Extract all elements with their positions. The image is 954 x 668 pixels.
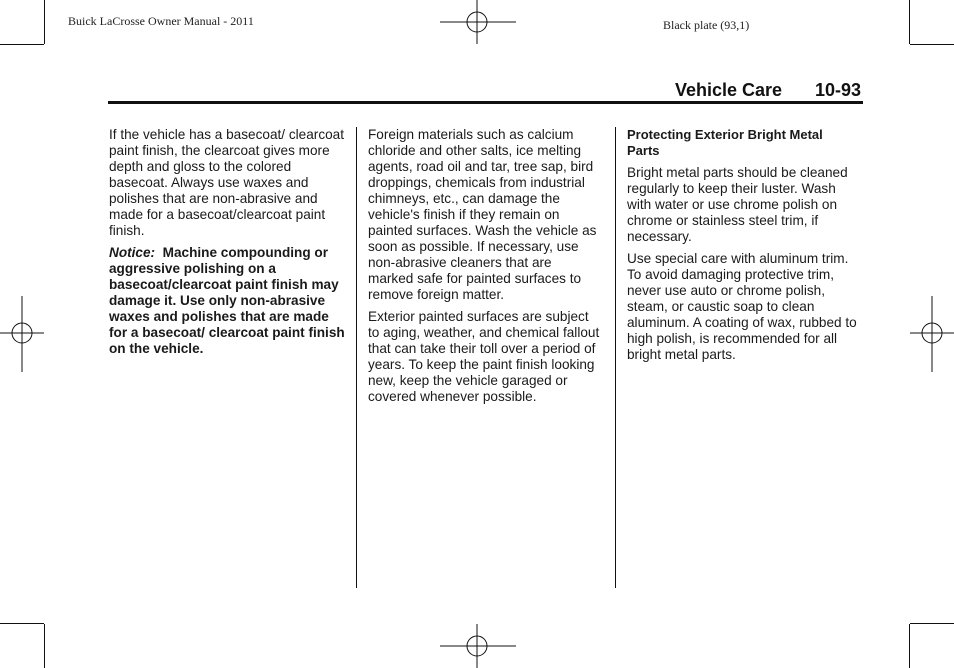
crop-mark: [910, 44, 954, 45]
registration-mark-bottom: [440, 624, 516, 668]
crop-mark: [0, 44, 44, 45]
registration-mark-right: [910, 296, 954, 372]
crop-mark: [909, 0, 910, 44]
column-1: [109, 127, 345, 363]
column-divider: [615, 127, 616, 588]
header-rule: [108, 101, 863, 104]
registration-mark-left: [0, 296, 44, 372]
column-3: [627, 127, 857, 369]
registration-mark-top: [440, 0, 516, 44]
aluminum-paragraph: Use special care with aluminum trim. To avoid damaging protective trim, never use auto or chrome polish, steam, or caustic soap to clean aluminum. A coating of wax, rubbed to high polish, is recommended for all bright metal parts.: [627, 251, 857, 362]
crop-mark: [44, 624, 45, 668]
column-2: [368, 127, 600, 411]
bright-metal-subheading: Protecting Exterior Bright Metal Parts: [627, 127, 823, 158]
foreign-materials-paragraph: Foreign materials such as calcium chloride and other salts, ice melting agents, road oil and tar, tree sap, bird droppings, chemicals from industrial chimneys, etc., can damage the vehicle's finish if they remain on painted surfaces. Wash the vehicle as soon as possible. If necessary, use non-abrasive cleaners that are marked safe for painted surfaces to remove foreign matter.: [368, 127, 597, 302]
bright-metal-paragraph: Bright metal parts should be cleaned regularly to keep their luster. Wash with water or use chrome polish on chrome or stainless steel trim, if necessary.: [627, 165, 848, 244]
notice-text: Machine compounding or aggressive polishing on a basecoat/clearcoat paint finish may damage it. Use only non-abrasive waxes and polishes that are made for a basecoat/ clearcoat paint finish on the vehicle.: [109, 245, 345, 356]
page-number: 10-93: [815, 80, 862, 100]
crop-mark: [0, 623, 44, 624]
crop-mark: [910, 623, 954, 624]
column-divider: [356, 127, 357, 588]
crop-mark: [909, 624, 910, 668]
notice-label: Notice:: [109, 245, 156, 260]
basecoat-paragraph: If the vehicle has a basecoat/ clearcoat paint finish, the clearcoat gives more depth and gloss to the colored basecoat. Always use waxes and polishes that are non-abrasive and made for a basecoat/clearcoat paint finish.: [109, 127, 345, 238]
plate-label: Black plate (93,1): [663, 18, 750, 32]
crop-mark: [44, 0, 45, 44]
aging-paragraph: Exterior painted surfaces are subject to aging, weather, and chemical fallout that can take their toll over a period of years. To keep the paint finish looking new, keep the vehicle garaged or covered whenever possible.: [368, 309, 600, 404]
section-title: Vehicle Care: [675, 80, 783, 100]
manual-title: Buick LaCrosse Owner Manual - 2011: [68, 14, 254, 28]
notice-block: [109, 245, 345, 357]
